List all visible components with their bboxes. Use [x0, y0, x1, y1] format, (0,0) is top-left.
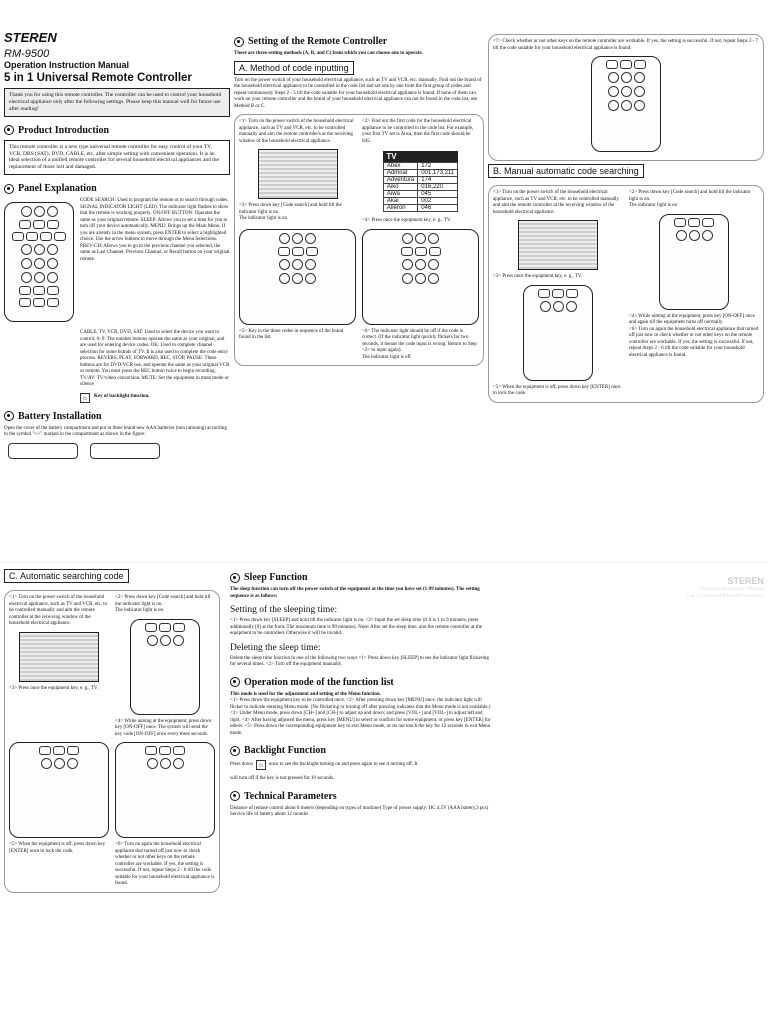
code-table-header: TV	[383, 151, 457, 163]
code-table-cell: 172	[418, 163, 458, 170]
code-table-cell: 174	[418, 177, 458, 184]
code-table-row	[383, 198, 457, 205]
c-step-4: <4> While aiming at the equipment, press down key [ON-OFF] once. The system will send the key code [ON-OFF] once every three seconds.	[115, 718, 212, 737]
step-7: <7> Check whether or not other keys on the remote controller are workable. If yes, the setting is successful. If not, repeat Steps 2 - 7 till the code suitable for your household electrical appliance is found.	[493, 39, 759, 51]
bullet-icon	[4, 184, 14, 194]
model-number: RM-9500	[4, 48, 50, 60]
product-intro-text: This remote controller is a new type universal remote controller for easy control of your TV, VCR, DBS (SAT), DVD, CABLE, etc, after simple setting with convenient operation. It is an ideal selection of a unified remote controller for several household electrical appliances and the replacement of those lost and damaged.	[4, 140, 230, 176]
remote-drawing	[239, 229, 356, 325]
backlight-icon: ☼	[257, 761, 265, 769]
code-table-cell: Alleron	[383, 205, 417, 212]
sleep-intro: The sleep function can turn off the power switch of the equipment at the time you have set (1-99 minutes). The setting sequence is as follows:	[230, 587, 480, 599]
brand-logo: STEREN	[4, 30, 57, 45]
section-operation: Operation mode of the function list	[230, 677, 494, 688]
step-2: <2> Find out the first code for the household electrical appliance to be controlled in the code list. For example, your first TV set is Aiwa, then the first code should be 045.	[362, 119, 474, 144]
ghost-line-2: 5 in 1 Universal Remote Controller	[686, 593, 764, 600]
tv-illustration	[19, 632, 99, 682]
ghost-panel	[500, 566, 764, 1024]
bullet-icon	[4, 125, 14, 135]
panel-explanation	[4, 198, 230, 326]
step-7-block	[488, 34, 764, 161]
step-6: <6> The indicator light should be off if the code is correct. (If the indicator light quickly flickers for two seconds, it means the code input is wrong. Return to Step <2> to input again).	[362, 328, 477, 353]
page-fold	[0, 562, 768, 563]
code-table-cell: Akai	[383, 198, 417, 205]
b-indicator: The indicator light is on	[629, 203, 678, 208]
section-product-intro: Product Introduction	[4, 125, 230, 136]
b-step-1: <1> Turn on the power switch of the household electrical appliance, such as TV and VCR, etc. to be controlled manually and aim the remote controller at the receiving window of the household electrical appliance.	[493, 190, 619, 215]
b-step-6: <6> Turn on again the household electrical appliance that turned off just now to check whether or not other keys on the remote controller are workable. If yes, the setting is successful. If not, repeat Steps 2 - 6 till the code suitable for your household electrical appliance is found.	[629, 326, 759, 358]
code-table-row	[383, 191, 457, 198]
section-sleep: Sleep Function	[230, 572, 494, 583]
remote-drawing	[115, 742, 215, 838]
battery-icon	[8, 443, 78, 459]
c-step-1: <1> Turn on the power switch of the household electrical appliance, such as TV and VCR, etc. to be controlled manually and aim the remote controller at the receiving window of the household electrical appliance.	[9, 595, 108, 626]
sleep-deleting-head: Deleting the sleep time:	[230, 642, 321, 653]
technical-text: Distance of remote control about 8 meters (depending on types of machine) Type of power supply: DC 4.5V (AAA battery,3 pcs) Service life of battery about 12 months	[230, 805, 489, 817]
method-a-steps	[234, 114, 484, 366]
code-table-cell: 016,220	[418, 184, 458, 191]
section-technical: Technical Parameters	[230, 791, 494, 802]
setting-panel	[234, 30, 484, 560]
code-table-cell: 045	[418, 191, 458, 198]
operation-text: <1> Press down the equipment key to be controlled once. <2> After pressing down key [MENU] once, the indicator light will flicker to indicate entering Menu mode. (No flickering or turning off after pressing indicates that the Menu mode is not available.) <3> Under Menu mode, press down [CH+] and [CH-] to adjust up and down; and press [VOL+] and [VOL-] to adjust left and right. <4> After having adjusted the menu, press key [MENU] to select or confirm for some equipment, or press key [ENTER] for others. <5> Press down the corresponding equipment key to exit Menu mode, or do not touch the key for 12 seconds to exit Menu mode.	[230, 698, 491, 736]
battery-illustration	[4, 439, 230, 468]
remote-drawing	[9, 742, 109, 838]
ghost-brand: STEREN	[727, 576, 764, 586]
step-1: <1> Turn on the power switch of the household electrical appliance, such as TV and VCR, etc. to be controlled manually and aim the remote controller's at the receiving window of the household electrical appliance.	[239, 119, 354, 144]
method-b-steps	[488, 185, 764, 403]
c-indicator: The indicator light is on	[115, 608, 164, 613]
bullet-icon	[230, 791, 240, 801]
remote-drawing	[659, 214, 729, 310]
tv-illustration	[258, 149, 338, 199]
indicator-off: The indicator light is off	[362, 354, 411, 360]
backlight-row: Press down ☼ once to see the backlight turning on and press again to see it turning off. It	[230, 761, 418, 769]
code-table	[383, 151, 458, 212]
section-battery: Battery Installation	[4, 411, 230, 422]
code-table-cell: Aiwa	[383, 191, 417, 198]
b-step-3: <3> Press once the equipment key, e. g., TV.	[493, 274, 583, 279]
code-table-row	[383, 163, 457, 170]
remote-drawing	[523, 285, 593, 381]
sleep-setting-text: <1> Press down key [SLEEP] and hold till the indicator light is on. <2> Input the set sleep time (if it is 1 to 9 minutes, press additionally [0] at the front. The maximum time is 99 minutes). Note: After set the sleep time, aim the remote controller at the equipment to be controlled. Otherwise it will be invalid.	[230, 618, 482, 636]
remote-drawing	[362, 229, 479, 325]
method-c-label: C. Automatic searching code	[4, 569, 129, 583]
b-step-4: <4> While aiming at the equipment, press key [ON-OFF] once and again till the equipment turns off normally.	[629, 313, 755, 325]
code-table-row	[383, 177, 457, 184]
code-table-cell: 046	[418, 205, 458, 212]
operation-intro: This mode is used for the adjustment and setting of the Menu function.	[230, 691, 381, 697]
sleep-deleting-text: Delete the sleep time function in one of the following two ways <1> Press down key [SLEEP] to see the indicator light flickering for several times. <2> Turn off the equipment manually.	[230, 655, 489, 667]
ghost-line-1: Operation Instruction Manual	[698, 586, 764, 592]
method-a-label: A. Method of code inputting	[234, 61, 354, 75]
panel-text-1: CODE SEARCH: Used to program the remote or to search through codes. SIGNAL INDICATOR LIGHT (LED): The indicator light flashes to show that the remote is working properly. ON/OFF BUTTON: Operates the same as your original remote. SLEEP: Allows you to set a time for you to turn off your device automatically. MENU: Brings up the Main Menu. If you are already in the menu system, press ENTER to select a highlighted choice. Use the arrow buttons to move through the Menu Selections. PREV-CH: Allows you to go to the previous channel you selected, the same as Last Channel, Previous Channel, or Recall button on your original remote.	[80, 198, 230, 262]
remote-drawing	[130, 619, 200, 715]
b-step-5: <5> When the equipment is off, press down key [ENTER] once to lock the code.	[493, 384, 621, 396]
setting-intro: There are three setting methods (A, B, and C) from which you can choose one to operate.	[234, 51, 423, 56]
bullet-icon	[230, 573, 240, 583]
code-table-cell: Abex	[383, 163, 417, 170]
manual-title: Operation Instruction Manual	[4, 60, 130, 70]
section-setting: Setting of the Remote Controller	[234, 36, 484, 47]
functions-panel	[230, 566, 494, 1024]
code-table-cell: 001,173,211	[418, 170, 458, 177]
sleep-setting-head: Setting of the sleeping time:	[230, 605, 338, 615]
remote-drawing	[4, 202, 74, 322]
code-table-cell: Adventura	[383, 177, 417, 184]
c-step-5: <5> When the equipment is off, press down key [ENTER] once to lock the code.	[9, 842, 106, 854]
b-step-2: <2> Press down key [Code search] and hold till the indicator light is on.	[629, 190, 751, 202]
remote-illustration	[4, 198, 74, 326]
method-c-steps	[4, 590, 220, 893]
intro-panel	[4, 30, 230, 560]
method-a-text: Turn on the power switch of your household electrical appliance, such as TV and VCR, etc. manually. Find out the brand of the household electrical appliance to be controlled in the code list and set one by one from the first group of codes and repeat continuously Steps 2 - 5 till the code suitable for your household electrical appliance is found. If none of them can work on your remote controller and the brand of your household electrical appliance can not be found in the code list, use Method B or C.	[234, 77, 482, 109]
battery-text: Open the cover of the battery compartment and put in three brand new AAA batteries (non rationing) according to the symbol "+/-" marked in the compartment as shown in the figure:	[4, 425, 227, 438]
battery-icon	[90, 443, 160, 459]
backlight-text-c: will turn off if the key is not pressed for 10 seconds.	[230, 776, 335, 781]
c-step-6: <6> Turn on again the household electrical appliance that turned off just now to check whether or not other keys on the remote controller are workable. If yes, the setting is successful. If not, repeat Steps 2 - 6 till the code suitable for your household electrical appliance is found.	[115, 842, 215, 886]
code-table-row	[383, 170, 457, 177]
remote-drawing	[591, 56, 661, 152]
code-table-cell: Admiral	[383, 170, 417, 177]
method-c-panel	[4, 566, 220, 1024]
panel-text-2: CABLE, TV, VCR, DVD, SAT: Used to select the device you want to control. 0~9: The number buttons operate the same as your original, and are used for entering device codes. OK: Used to complete channel selection for some brands of TV. It is also used to complete the code entry process. REVERS, PLAY, FORWARD, REC, STOP, PAUSE: These buttons are for DVD/VCR use, and operate the same as your original VCR or remote. You must press the REC button twice to begin recording. TV/AV: TV/video conversion. MUTE: Set the equipment in mute mode or silence	[80, 330, 230, 388]
section-panel: Panel Explanation	[4, 183, 230, 194]
indicator-on: The indicator light is on	[239, 216, 288, 221]
main-title: 5 in 1 Universal Remote Controller	[4, 72, 192, 84]
code-table-row	[383, 184, 457, 191]
bullet-icon	[230, 677, 240, 687]
c-step-3: <3> Press once the equipment key, e. g., TV.	[9, 685, 99, 691]
tv-illustration	[518, 220, 598, 270]
section-backlight: Backlight Function	[230, 745, 494, 756]
bullet-icon	[234, 37, 244, 47]
code-table-cell: Aiko	[383, 184, 417, 191]
backlight-icon: ☼	[81, 393, 89, 402]
step-5: <5> Key in the three codes in sequence of the brand found in the list.	[239, 328, 344, 340]
bullet-icon	[230, 746, 240, 756]
step-3: <3> Press down key [Code search] and hold till the indicator light is on.	[239, 203, 342, 215]
code-table-row	[383, 205, 457, 212]
backlight-key-row: ☼ Key of backlight function,	[81, 393, 150, 402]
bullet-icon	[4, 411, 14, 421]
thanks-box: Thank you for using this remote controller. The controller can be used to control your household electrical appliance only after the following settings. Please keep this manual well for future use after reading!	[4, 88, 230, 117]
step-4: <4> Press once the equipment key, e. g., TV.	[362, 218, 452, 223]
method-b-panel	[488, 30, 764, 560]
method-b-label: B. Manual automatic code searching	[488, 164, 644, 178]
c-step-2: <2> Press down key [Code search] and hold till the indicator light is on.	[115, 595, 211, 607]
code-table-cell: 002	[418, 198, 458, 205]
